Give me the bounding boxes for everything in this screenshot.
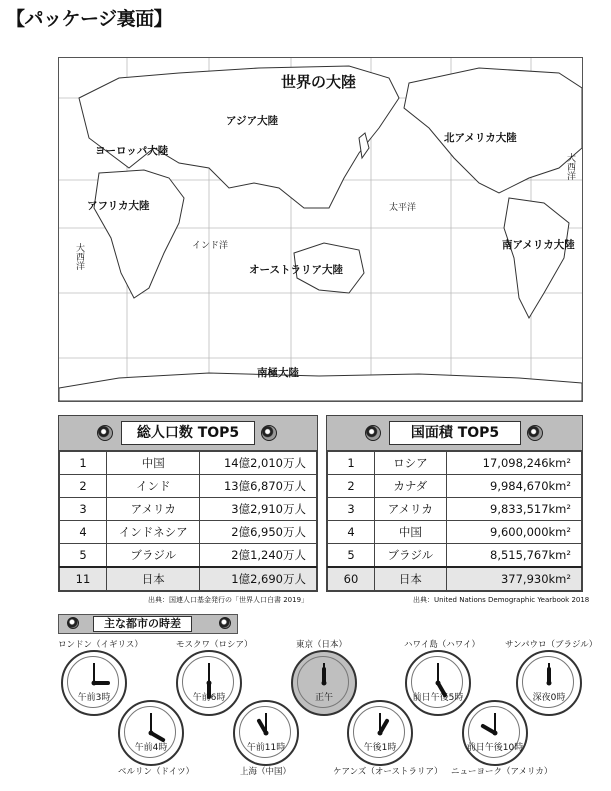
- rank-cell: 2: [328, 475, 375, 498]
- clock-face: [405, 650, 471, 716]
- clock-time-label: 午前4時: [134, 743, 168, 753]
- value-cell: 14億2,010万人: [200, 452, 317, 475]
- clock-pivot: [92, 681, 97, 686]
- clock-time-label: 午後1時: [363, 743, 397, 753]
- knob-icon: [261, 425, 277, 441]
- clock-hands: [464, 702, 526, 764]
- rank-cell: 11: [60, 567, 107, 591]
- value-cell: 9,600,000km²: [446, 521, 581, 544]
- clock-hands: [63, 652, 125, 714]
- knob-icon: [67, 617, 79, 629]
- clock-city-label: 上海（中国）: [240, 767, 292, 777]
- table-row: [328, 521, 582, 544]
- label-south-america: 南アメリカ大陸: [502, 239, 575, 251]
- population-title: 総人口数 TOP5: [121, 421, 255, 445]
- table-row: [60, 544, 317, 568]
- clock-pivot: [207, 681, 212, 686]
- label-europe: ヨーロッパ大陸: [95, 145, 169, 157]
- clock-city-label: ロンドン（イギリス）: [58, 640, 143, 650]
- country-cell: インド: [107, 475, 200, 498]
- country-cell: 中国: [375, 521, 447, 544]
- clock-pivot: [436, 681, 441, 686]
- clock-face: [347, 700, 413, 766]
- country-cell: ブラジル: [375, 544, 447, 568]
- clock-pivot: [493, 731, 498, 736]
- rank-cell: 4: [328, 521, 375, 544]
- clock-section-banner: [58, 614, 238, 634]
- label-north-america: 北アメリカ大陸: [444, 132, 517, 144]
- clock-pivot: [322, 681, 327, 686]
- area-table-header: [327, 416, 582, 451]
- table-row: [328, 498, 582, 521]
- clock-time-label: 午前11時: [246, 743, 286, 753]
- clock-hands: [349, 702, 411, 764]
- clock-city-label: モスクワ（ロシア）: [176, 640, 253, 650]
- label-atlantic-west: 大西洋: [74, 243, 84, 270]
- value-cell: 9,833,517km²: [446, 498, 581, 521]
- knob-icon: [365, 425, 381, 441]
- rank-cell: 60: [328, 567, 375, 591]
- area-table: [326, 415, 583, 592]
- clock-pivot: [378, 731, 383, 736]
- clock-hands: [235, 702, 297, 764]
- map-title: 世界の大陸: [281, 73, 357, 91]
- map-graphic: [59, 58, 582, 401]
- country-cell: アメリカ: [375, 498, 447, 521]
- population-table: [58, 415, 318, 592]
- clock-hands: [518, 652, 580, 714]
- clock-city-label: 東京（日本）: [296, 640, 348, 650]
- rank-cell: 5: [60, 544, 107, 568]
- clock-face: [118, 700, 184, 766]
- page-header: 【パッケージ裏面】: [6, 8, 173, 30]
- clock-hands: [407, 652, 469, 714]
- country-cell: ブラジル: [107, 544, 200, 568]
- label-antarctica: 南極大陸: [257, 367, 299, 379]
- value-cell: 1億2,690万人: [200, 567, 317, 591]
- value-cell: 8,515,767km²: [446, 544, 581, 568]
- country-cell: 中国: [107, 452, 200, 475]
- country-cell: ロシア: [375, 452, 447, 475]
- knob-icon: [97, 425, 113, 441]
- clock-pivot: [264, 731, 269, 736]
- clock-face: [61, 650, 127, 716]
- clock-hands: [178, 652, 240, 714]
- clock-city-label: ハワイ島（ハワイ）: [404, 640, 480, 650]
- value-cell: 2億1,240万人: [200, 544, 317, 568]
- value-cell: 13億6,870万人: [200, 475, 317, 498]
- clock-face: [291, 650, 357, 716]
- country-cell: 日本: [375, 567, 447, 591]
- table-row-japan: [60, 567, 317, 591]
- clock-face: [176, 650, 242, 716]
- rank-cell: 3: [328, 498, 375, 521]
- label-asia: アジア大陸: [226, 115, 279, 127]
- label-africa: アフリカ大陸: [87, 200, 150, 212]
- clock-city-label: ケアンズ（オーストラリア）: [333, 767, 443, 777]
- clock-section-title: 主な都市の時差: [93, 616, 192, 632]
- clock-hands: [293, 652, 355, 714]
- country-cell: アメリカ: [107, 498, 200, 521]
- table-row-japan: [328, 567, 582, 591]
- clock-time-label: 前日午後5時: [412, 693, 464, 703]
- table-row: [60, 521, 317, 544]
- value-cell: 17,098,246km²: [446, 452, 581, 475]
- knob-icon: [219, 617, 231, 629]
- clock-face: [233, 700, 299, 766]
- rank-cell: 3: [60, 498, 107, 521]
- area-title: 国面積 TOP5: [389, 421, 521, 445]
- clock-city-label: サンパウロ（ブラジル）: [505, 640, 598, 650]
- table-row: [328, 544, 582, 568]
- rank-cell: 1: [60, 452, 107, 475]
- clock-pivot: [149, 731, 154, 736]
- clock-time-label: 午前6時: [192, 693, 226, 703]
- country-cell: カナダ: [375, 475, 447, 498]
- label-atlantic-east: 大西洋: [565, 153, 575, 180]
- clock-time-label: 正午: [314, 693, 333, 703]
- area-source: 出典：United Nations Demographic Yearbook 2018: [413, 596, 590, 604]
- table-row: [328, 452, 582, 475]
- table-row: [60, 498, 317, 521]
- clock-city-label: ニューヨーク（アメリカ）: [451, 767, 553, 777]
- clock-city-label: ベルリン（ドイツ）: [118, 767, 195, 777]
- label-australia: オーストラリア大陸: [249, 264, 343, 276]
- knob-icon: [527, 425, 543, 441]
- country-cell: インドネシア: [107, 521, 200, 544]
- clock-hands: [120, 702, 182, 764]
- label-indian-ocean: インド洋: [192, 241, 229, 251]
- value-cell: 377,930km²: [446, 567, 581, 591]
- table-row: [60, 452, 317, 475]
- world-map: [58, 57, 583, 402]
- clock-time-label: 午前3時: [77, 693, 111, 703]
- table-row: [328, 475, 582, 498]
- clock-face: [516, 650, 582, 716]
- value-cell: 3億2,910万人: [200, 498, 317, 521]
- population-table-header: [59, 416, 317, 451]
- table-row: [60, 475, 317, 498]
- population-source: 出典：国連人口基金発行の「世界人口白書 2019」: [148, 596, 309, 604]
- rank-cell: 2: [60, 475, 107, 498]
- clock-pivot: [547, 681, 552, 686]
- rank-cell: 4: [60, 521, 107, 544]
- rank-cell: 1: [328, 452, 375, 475]
- clock-time-label: 深夜0時: [532, 693, 566, 703]
- label-pacific-ocean: 太平洋: [389, 203, 417, 213]
- country-cell: 日本: [107, 567, 200, 591]
- value-cell: 9,984,670km²: [446, 475, 581, 498]
- clock-time-label: 前日午後10時: [466, 743, 524, 753]
- rank-cell: 5: [328, 544, 375, 568]
- value-cell: 2億6,950万人: [200, 521, 317, 544]
